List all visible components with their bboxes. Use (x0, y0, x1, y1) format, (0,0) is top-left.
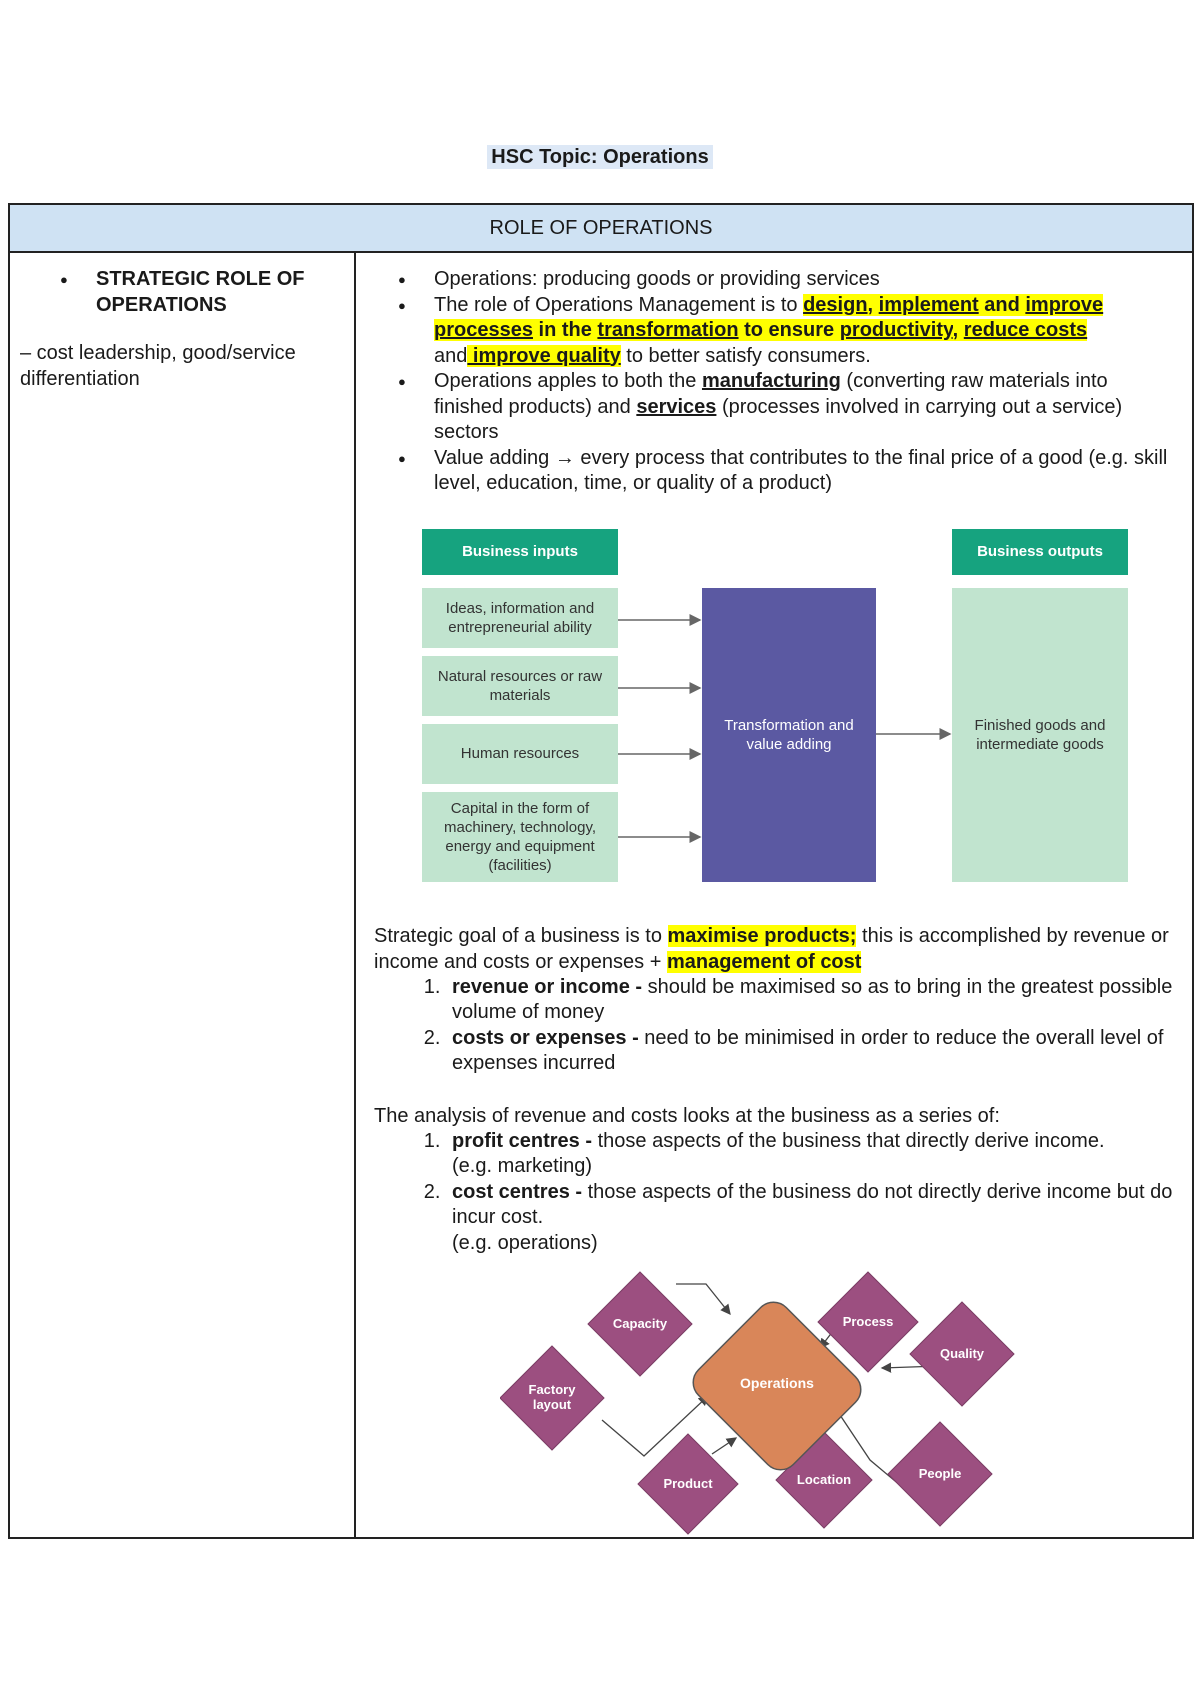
arrow (712, 1438, 736, 1454)
bullet-value-adding: ● Value adding → every process that contributes to the final price of a good (e.g. skill level, education, time, or quality of a product) (434, 446, 1182, 497)
left-bullet-list (20, 267, 344, 318)
outputs-box: Finished goods and intermediate goods (952, 588, 1128, 882)
quality-label: Quality (939, 1346, 985, 1361)
table-header: ROLE OF OPERATIONS (10, 205, 1192, 253)
notes-table (8, 203, 1194, 1539)
list-item: 2. costs or expenses - need to be minimised in order to reduce the overall level of expenses incurred (446, 1026, 1182, 1077)
input-box: Ideas, information and entrepreneurial ability (422, 588, 618, 648)
transformation-box: Transformation and value adding (702, 588, 876, 882)
left-note: – cost leadership, good/service differentiation (20, 342, 296, 390)
role-bullet-list (374, 267, 1182, 497)
inputs-header: Business inputs (422, 529, 618, 575)
page-title: HSC Topic: Operations (0, 146, 1200, 169)
inputs-outputs-diagram (422, 529, 1142, 899)
strategic-goal-text: Strategic goal of a business is to maximise products; this is accomplished by revenue or income and costs or expenses + management of cost (374, 924, 1169, 973)
input-box: Human resources (422, 724, 618, 784)
location-label: Location (796, 1472, 852, 1487)
centres-list (374, 1129, 1182, 1257)
process-label: Process (842, 1314, 894, 1329)
left-column (10, 253, 356, 1537)
input-box: Capital in the form of machinery, technology, energy and equipment (facilities) (422, 792, 618, 882)
factory-layout-label: Factory layout (528, 1382, 576, 1412)
list-item: 2. cost centres - those aspects of the business do not directly derive income but do incur cost. (e.g. operations) (446, 1180, 1182, 1257)
bullet-role-of-om: ● The role of Operations Management is to design, implement and improve processes in the transformation to ensure productivity, reduce costs and improve quality to better satisfy consumers. (434, 293, 1182, 370)
arrow (676, 1284, 730, 1314)
analysis-text: The analysis of revenue and costs looks at the business as a series of: (374, 1104, 1000, 1127)
operations-label: Operations (740, 1375, 814, 1391)
operations-diagram (500, 1270, 1060, 1542)
bullet-operations-definition: ● Operations: producing goods or providing services (434, 267, 1182, 293)
capacity-label: Capacity (612, 1316, 668, 1331)
people-label: People (918, 1466, 962, 1481)
list-item: 1. revenue or income - should be maximised so as to bring in the greatest possible volume of money (446, 975, 1182, 1026)
right-column (358, 253, 1192, 1537)
strategic-role-bullet: ● STRATEGIC ROLE OF OPERATIONS (96, 267, 344, 318)
diagram-arrows (422, 529, 1142, 899)
outputs-header: Business outputs (952, 529, 1128, 575)
bullet-manufacturing-services: ● Operations apples to both the manufacturing (converting raw materials into finished products) and services (processes involved in carrying out a service) sectors (434, 369, 1182, 446)
revenue-cost-list (374, 975, 1182, 1077)
list-item: 1. profit centres - those aspects of the business that directly derive income. (e.g. marketing) (446, 1129, 1182, 1180)
input-box: Natural resources or raw materials (422, 656, 618, 716)
product-label: Product (663, 1476, 713, 1491)
operations-diagram-shapes (500, 1270, 1060, 1542)
